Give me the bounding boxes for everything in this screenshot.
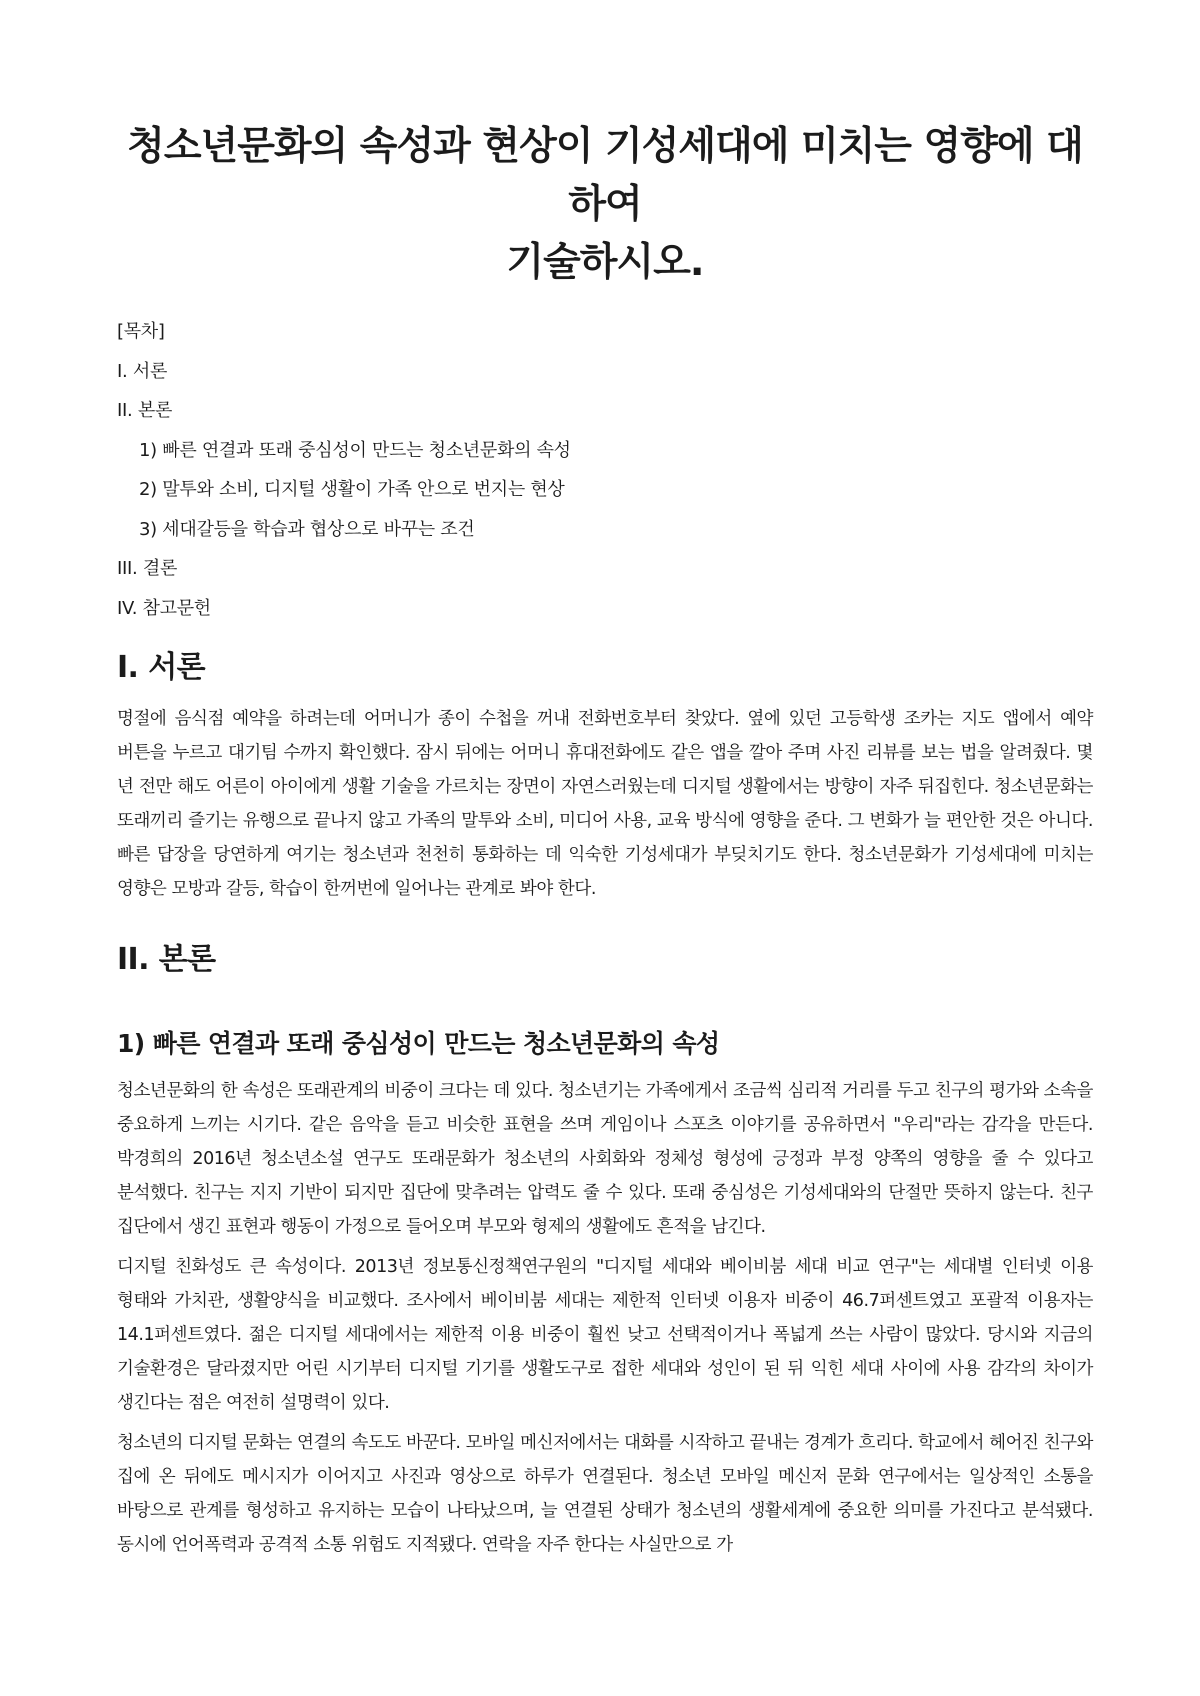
intro-paragraph: 명절에 음식점 예약을 하려는데 어머니가 종이 수첩을 꺼내 전화번호부터 찾았다. 옆에 있던 고등학생 조카는 지도 앱에서 예약 버튼을 누르고 대기팀 수까지 확인했다. 잠시 뒤에는 어머니 휴대전화에도 같은 앱을 깔아 주며 사진 리뷰를 보는 법을 알려줬다. 몇 년 전만 해도 어른이 아이에게 생활 기술을 가르치는 장면이 자연스러웠는데 디지털 생활에서는 방향이 자주 뒤집힌다. 청소년문화는 또래끼리 즐기는 유행으로 끝나지 않고 가족의 말투와 소비, 미디어 사용, 교육 방식에 영향을 준다. 그 변화가 늘 편안한 것은 아니다. 빠른 답장을 당연하게 여기는 청소년과 천천히 통화하는 데 익숙한 기성세대가 부딪치기도 한다. 청소년문화가 기성세대에 미치는 영향은 모방과 갈등, 학습이 한꺼번에 일어나는 관계로 봐야 한다.	[117, 709, 1093, 899]
section-spacer	[117, 912, 1093, 938]
body-paragraph: 디지털 친화성도 큰 속성이다. 2013년 정보통신정책연구원의 "디지털 세대와 베이비붐 세대 비교 연구"는 세대별 인터넷 이용 형태와 가치관, 생활양식을 비교했다. 조사에서 베이비붐 세대는 제한적 인터넷 이용자 비중이 46.7퍼센트였고 포괄적 이용자는 14.1퍼센트였다. 젊은 디지털 세대에서는 제한적 이용 비중이 훨씬 낮고 선택적이거나 폭넓게 쓰는 사람이 많았다. 당시와 지금의 기술환경은 달라졌지만 어린 시기부터 디지털 기기를 생활도구로 접한 세대와 성인이 된 뒤 익힌 세대 사이에 사용 감각의 차이가 생긴다는 점은 여전히 설명력이 있다.	[117, 1257, 1093, 1413]
subsection-heading-1: 1) 빠른 연결과 또래 중심성이 만드는 청소년문화의 속성	[117, 1029, 720, 1058]
document-title	[117, 118, 1093, 292]
toc-item-intro: I. 서론	[117, 360, 168, 382]
toc-item-conclusion: III. 결론	[117, 558, 178, 579]
section-heading-intro: I. 서론	[117, 650, 205, 685]
toc-item-references: IV. 참고문헌	[117, 597, 211, 619]
toc-heading: [목차]	[117, 321, 165, 342]
document-title-line2: 기술하시오.	[506, 240, 704, 285]
document-title-line1: 청소년문화의 속성과 현상이 기성세대에 미치는 영향에 대하여	[127, 124, 1083, 227]
toc-item-body: II. 본론	[117, 400, 173, 421]
body-paragraph: 청소년의 디지털 문화는 연결의 속도도 바꾼다. 모바일 메신저에서는 대화를 시작하고 끝내는 경계가 흐리다. 학교에서 헤어진 친구와 집에 온 뒤에도 메시지가 이어지고 사진과 영상으로 하루가 연결된다. 청소년 모바일 메신저 문화 연구에서는 일상적인 소통을 바탕으로 관계를 형성하고 유지하는 모습이 나타났으며, 늘 연결된 상태가 청소년의 생활세계에 중요한 의미를 가진다고 분석됐다. 동시에 언어폭력과 공격적 소통 위험도 지적됐다. 연락을 자주 한다는 사실만으로 가	[117, 1433, 1093, 1555]
table-of-contents	[117, 312, 1093, 628]
toc-item-body-2: 2) 말투와 소비, 디지털 생활이 가족 안으로 번지는 현상	[139, 479, 565, 500]
toc-item-body-3: 3) 세대갈등을 학습과 협상으로 바꾸는 조건	[139, 518, 475, 540]
body-paragraph: 청소년문화의 한 속성은 또래관계의 비중이 크다는 데 있다. 청소년기는 가족에게서 조금씩 심리적 거리를 두고 친구의 평가와 소속을 중요하게 느끼는 시기다. 같은 음악을 듣고 비슷한 표현을 쓰며 게임이나 스포츠 이야기를 공유하면서 "우리"라는 감각을 만든다. 박경희의 2016년 청소년소설 연구도 또래문화가 청소년의 사회화와 정체성 형성에 긍정과 부정 양쪽의 영향을 줄 수 있다고 분석했다. 친구는 지지 기반이 되지만 집단에 맞추려는 압력도 줄 수 있다. 또래 중심성은 기성세대와의 단절만 뜻하지 않는다. 친구 집단에서 생긴 표현과 행동이 가정으로 들어오며 부모와 형제의 생활에도 흔적을 남긴다.	[117, 1081, 1093, 1237]
section-spacer	[117, 994, 1093, 1024]
toc-item-body-1: 1) 빠른 연결과 또래 중심성이 만드는 청소년문화의 속성	[139, 439, 571, 461]
section-heading-body: II. 본론	[117, 942, 216, 977]
